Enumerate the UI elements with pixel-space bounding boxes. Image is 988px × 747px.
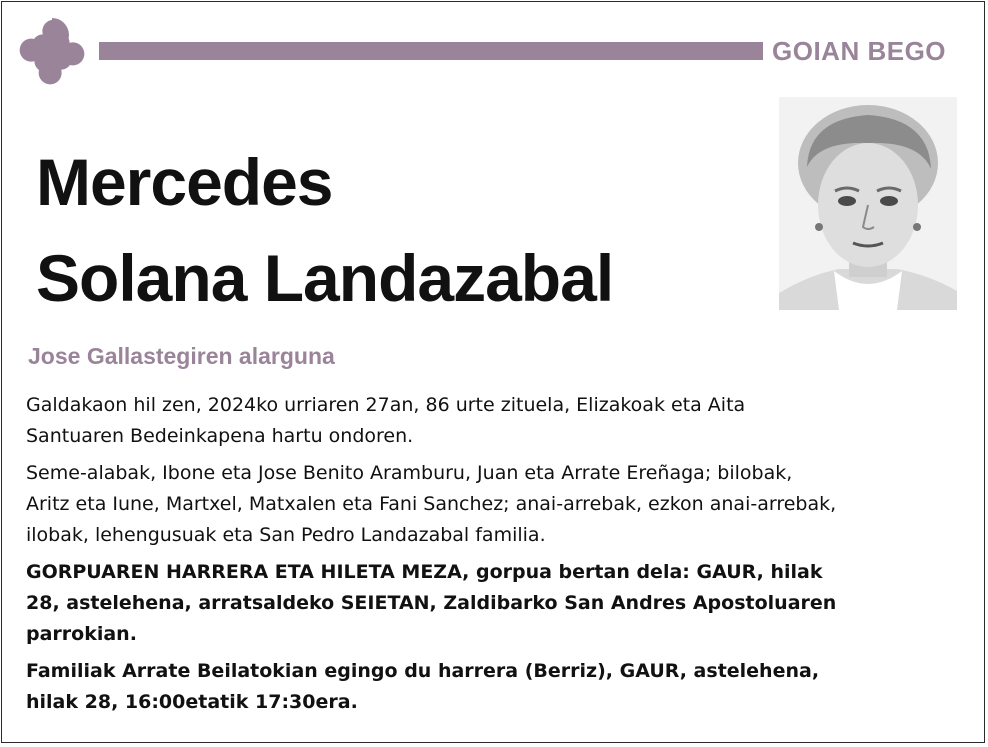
family-paragraph: [26, 458, 966, 551]
text-line: Santuaren Bedeinkapena hartu ondoren.: [26, 425, 414, 447]
header-label: GOIAN BEGO: [772, 36, 947, 66]
text-line: Seme-alabak, Ibone eta Jose Benito Aramburu, Juan eta Arrate Ereñaga; bilobak,: [26, 462, 793, 484]
text-line: ilobak, lehengusuak eta San Pedro Landazabal familia.: [26, 524, 546, 546]
relation-subtitle: Jose Gallastegiren alarguna: [28, 343, 335, 369]
name-line-surnames: Solana Landazabal: [36, 241, 614, 315]
funeral-paragraph: [26, 557, 966, 650]
death-notice-paragraph: [26, 390, 966, 452]
obituary-body: [26, 390, 966, 718]
text-line: GORPUAREN HARRERA ETA HILETA MEZA, gorpua bertan dela: GAUR, hilak: [26, 561, 823, 583]
text-line: 28, astelehena, arratsaldeko SEIETAN, Zaldibarko San Andres Apostoluaren: [26, 592, 837, 614]
text-line: Galdakaon hil zen, 2024ko urriaren 27an, 86 urte zituela, Elizakoak eta Aita: [26, 394, 746, 416]
portrait-photo: [779, 97, 957, 310]
header-bar: [99, 42, 763, 60]
deceased-name: [36, 134, 766, 326]
lauburu-icon: [10, 10, 94, 94]
text-line: Familiak Arrate Beilatokian egingo du harrera (Berriz), GAUR, astelehena,: [26, 660, 820, 682]
obituary-card: [1, 1, 985, 743]
reception-paragraph: [26, 656, 966, 718]
text-line: hilak 28, 16:00etatik 17:30era.: [26, 691, 358, 713]
name-line-first: Mercedes: [36, 145, 333, 219]
text-line: parrokian.: [26, 623, 137, 645]
text-line: Aritz eta Iune, Martxel, Matxalen eta Fani Sanchez; anai-arrebak, ezkon anai-arrebak,: [26, 493, 837, 515]
